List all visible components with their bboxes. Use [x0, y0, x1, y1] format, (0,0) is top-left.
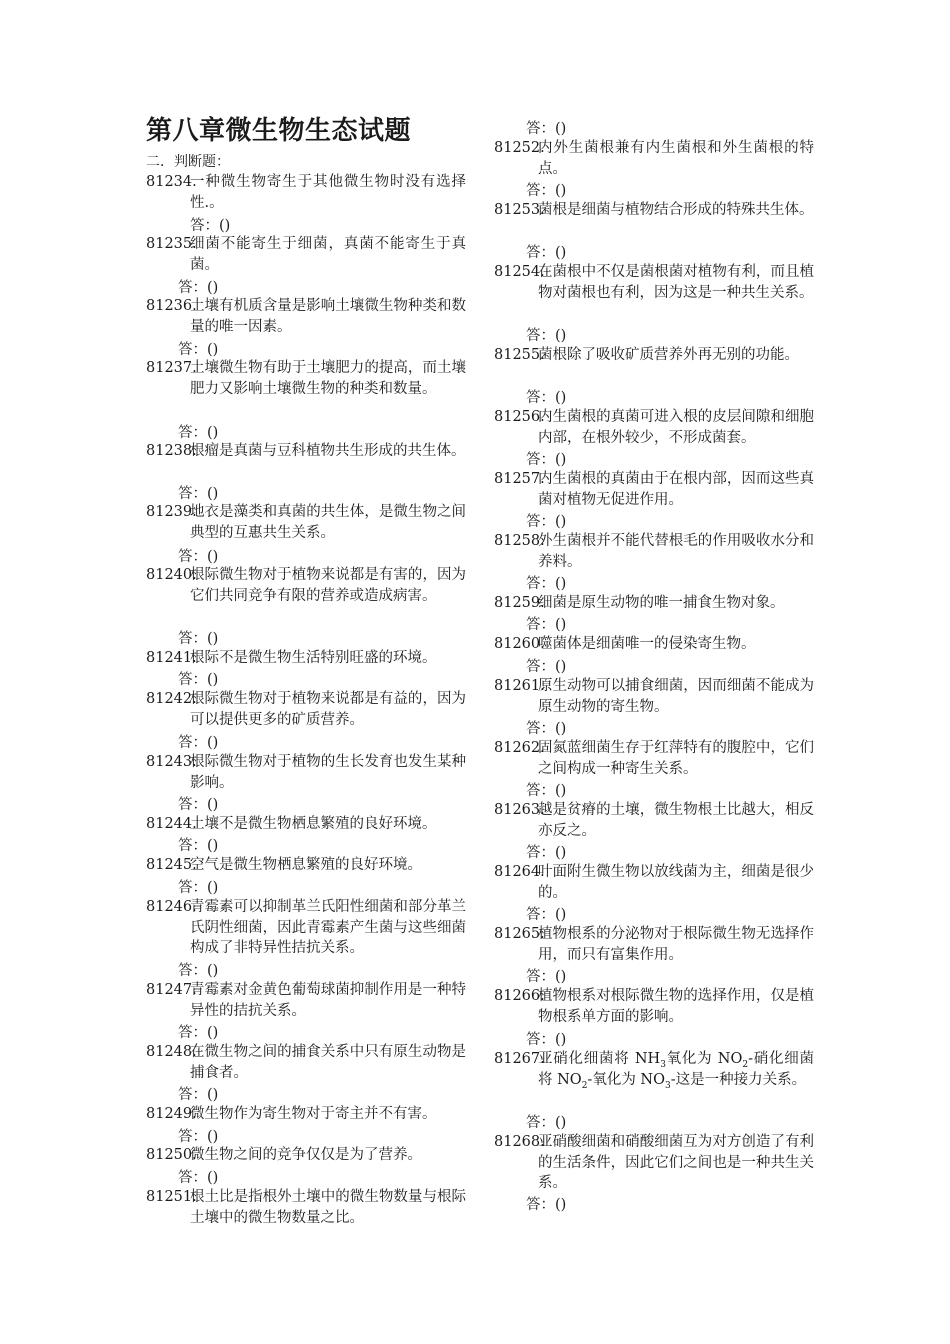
answer-label: 答：(): [526, 1032, 567, 1048]
question-text: 根瘤是真菌与豆科植物共生形成的共生体。: [190, 443, 466, 459]
question-text: 亚硝酸细菌和硝酸细菌互为对方创造了有利的生活条件，因此它们之间也是一种共生关系。: [538, 1134, 814, 1192]
question-number: 81256.: [494, 409, 545, 425]
question-number: 81244.: [146, 816, 197, 832]
question-text: 细菌不能寄生于细菌，真菌不能寄生于真菌。: [190, 236, 466, 273]
answer-label: 答：(): [178, 672, 219, 688]
question-text: 菌根除了吸收矿质营养外再无别的功能。: [538, 347, 799, 363]
question-number: 81254.: [494, 264, 545, 280]
question-number: 81243.: [146, 754, 197, 770]
question-item: [494, 862, 814, 903]
question-text: 土壤不是微生物栖息繁殖的良好环境。: [190, 816, 437, 832]
question-item: [146, 1042, 466, 1083]
question-text: 细菌是原生动物的唯一捕食生物对象。: [538, 595, 785, 611]
question-number: 81264.: [494, 864, 545, 880]
answer-label: 答：(): [190, 218, 231, 234]
answer-label: 答：(): [526, 183, 567, 199]
answer-label: 答：(): [178, 486, 219, 502]
answer-label: 答：(): [526, 328, 567, 344]
question-item: [146, 897, 466, 959]
question-text: 根际不是微生物生活特别旺盛的环境。: [190, 650, 437, 666]
answer-label: 答：(): [526, 121, 567, 137]
text-run: 亚硝化细菌将 NH: [538, 1051, 661, 1067]
question-item: [146, 502, 466, 543]
question-number: 81237.: [146, 360, 197, 376]
question-item: [494, 138, 814, 179]
text-run: 氧化为 NO: [665, 1051, 743, 1067]
question-item: [146, 648, 466, 669]
question-item: [494, 738, 814, 779]
question-text: 原生动物可以捕食细菌，因而细菌不能成为原生动物的寄生物。: [538, 678, 814, 715]
question-text: 土壤有机质含量是影响土壤微生物种类和数量的唯一因素。: [190, 298, 466, 335]
question-item: [494, 800, 814, 841]
answer-label: 答：(): [526, 452, 567, 468]
question-item: [494, 407, 814, 448]
question-number: 81268.: [494, 1134, 545, 1150]
answer-label: 答：(): [526, 245, 567, 261]
question-number: 81259.: [494, 595, 545, 611]
question-number: 81241.: [146, 650, 197, 666]
answer-label: 答：(): [178, 1170, 219, 1186]
question-item: [146, 441, 466, 462]
question-number: 81246.: [146, 899, 197, 915]
answer-label: 答：(): [178, 280, 219, 296]
answer-label: 答：(): [526, 969, 567, 985]
question-number: 81258.: [494, 533, 545, 549]
question-item: [494, 200, 814, 221]
question-number: 81249.: [146, 1106, 197, 1122]
question-item: [494, 1132, 814, 1194]
answer-label: 答：(): [526, 1115, 567, 1131]
question-text: 噬菌体是细菌唯一的侵染寄生物。: [538, 636, 756, 652]
question-number: 81253.: [494, 202, 545, 218]
question-text: 越是贫瘠的土壤，微生物根土比越大，相反亦反之。: [538, 802, 814, 839]
question-item: [494, 469, 814, 510]
question-item: [146, 234, 466, 275]
question-number: 81235.: [146, 236, 197, 252]
question-item: [146, 980, 466, 1021]
subscript: 3: [665, 1080, 671, 1091]
question-text: 在微生物之间的捕食关系中只有原生动物是捕食者。: [190, 1044, 466, 1081]
question-text: 内生菌根的真菌可进入根的皮层间隙和细胞内部，在根外较少，不形成菌套。: [538, 409, 814, 446]
answer-label: 答：(): [178, 963, 219, 979]
question-number: 81247.: [146, 982, 197, 998]
section-heading: 二．判断题：: [146, 154, 230, 170]
answer-label: 答：(): [178, 735, 219, 751]
question-number: 81238.: [146, 443, 197, 459]
answer-label: 答：(): [178, 1025, 219, 1041]
question-text: 一种微生物寄生于其他微生物时没有选择性.。: [190, 174, 466, 211]
question-number: 81261.: [494, 678, 545, 694]
question-item: [146, 689, 466, 730]
answer-label: 答：(): [178, 880, 219, 896]
answer-label: 答：(): [178, 631, 219, 647]
question-item: [494, 593, 814, 614]
question-number: 81257.: [494, 471, 545, 487]
question-number: 81250.: [146, 1147, 197, 1163]
answer-label: 答：(): [526, 1197, 567, 1213]
question-text: 根土比是指根外土壤中的微生物数量与根际土壤中的微生物数量之比。: [190, 1189, 466, 1226]
question-number: 81262.: [494, 740, 545, 756]
question-item: [146, 855, 466, 876]
answer-label: 答：(): [178, 549, 219, 565]
answer-label: 答：(): [526, 721, 567, 737]
question-item: [146, 358, 466, 399]
answer-label: 答：(): [178, 425, 219, 441]
question-number: 81265.: [494, 926, 545, 942]
question-item: [146, 1187, 466, 1228]
question-number: 81239.: [146, 504, 197, 520]
question-number: 81255.: [494, 347, 545, 363]
question-text: 植物根系的分泌物对于根际微生物无选择作用，而只有富集作用。: [538, 926, 814, 963]
question-item: [494, 676, 814, 717]
answer-label: 答：(): [178, 1129, 219, 1145]
answer-label: 答：(): [526, 659, 567, 675]
question-item: [494, 531, 814, 572]
question-item: [494, 986, 814, 1027]
question-item: [494, 262, 814, 303]
question-number: 81240.: [146, 567, 197, 583]
question-text: 根际微生物对于植物的生长发育也发生某种影响。: [190, 754, 466, 791]
question-item: [146, 752, 466, 793]
question-text: 根际微生物对于植物来说都是有害的，因为它们共同竞争有限的营养或造成病害。: [190, 567, 466, 604]
answer-label: 答：(): [178, 1087, 219, 1103]
question-number: 81267.: [494, 1051, 545, 1067]
question-number: 81245.: [146, 857, 197, 873]
question-number: 81236.: [146, 298, 197, 314]
question-number: 81248.: [146, 1044, 197, 1060]
answer-label: 答：(): [178, 797, 219, 813]
answer-label: 答：(): [526, 845, 567, 861]
question-text: 内生菌根的真菌由于在根内部，因而这些真菌对植物无促进作用。: [538, 471, 814, 508]
question-text: 青霉素对金黄色葡萄球菌抑制作用是一种特异性的拮抗关系。: [190, 982, 466, 1019]
question-number: 81252.: [494, 140, 545, 156]
answer-label: 答：(): [526, 514, 567, 530]
question-text: 青霉素可以抑制革兰氏阳性细菌和部分革兰氏阴性细菌，因此青霉素产生菌与这些细菌构成了非特异性拮抗关系。: [190, 899, 466, 957]
answer-label: 答：(): [526, 783, 567, 799]
question-item: [146, 814, 466, 835]
question-item: [146, 1145, 466, 1166]
subscript: 2: [742, 1059, 749, 1070]
question-number: 81234.: [146, 174, 197, 190]
question-item: [146, 1104, 466, 1125]
answer-label: 答：(): [178, 342, 219, 358]
text-run: -硝化细菌将 NO: [538, 1051, 814, 1088]
question-text: 根际微生物对于植物来说都是有益的，因为可以提供更多的矿质营养。: [190, 691, 466, 728]
question-number: 81263.: [494, 802, 545, 818]
question-text: 固氮蓝细菌生存于红萍特有的腹腔中，它们之间构成一种寄生关系。: [538, 740, 814, 777]
question-item: [146, 296, 466, 337]
question-text: 菌根是细菌与植物结合形成的特殊共生体。: [538, 202, 814, 218]
question-text: 内外生菌根兼有内生菌根和外生菌根的特点。: [538, 140, 814, 177]
question-item: [494, 634, 814, 655]
question-number: 81260.: [494, 636, 545, 652]
question-number: 81266.: [494, 988, 545, 1004]
answer-label: 答：(): [178, 838, 219, 854]
question-text: 在菌根中不仅是菌根菌对植物有利，而且植物对菌根也有利，因为这是一种共生关系。: [538, 264, 814, 301]
question-text: 微生物作为寄生物对于寄主并不有害。: [190, 1106, 437, 1122]
subscript: 3: [660, 1059, 666, 1070]
question-item: [494, 924, 814, 965]
question-number: 81251.: [146, 1189, 197, 1205]
question-text: [538, 1049, 814, 1090]
question-item: [146, 172, 466, 213]
subscript: 2: [581, 1080, 588, 1091]
answer-label: 答：(): [526, 390, 567, 406]
page-title: 第八章微生物生态试题: [146, 116, 412, 146]
question-text: 植物根系对根际微生物的选择作用，仅是植物根系单方面的影响。: [538, 988, 814, 1025]
answer-label: 答：(): [526, 617, 567, 633]
question-number: 81242.: [146, 691, 197, 707]
question-item: [494, 1049, 814, 1090]
answer-label: 答：(): [526, 576, 567, 592]
answer-label: 答：(): [526, 907, 567, 923]
question-text: 微生物之间的竞争仅仅是为了营养。: [190, 1147, 422, 1163]
question-text: 地衣是藻类和真菌的共生体，是微生物之间典型的互惠共生关系。: [190, 504, 466, 541]
question-text: 外生菌根并不能代替根毛的作用吸收水分和养料。: [538, 533, 814, 570]
text-run: -这是一种接力关系。: [670, 1071, 807, 1088]
question-text: 土壤微生物有助于土壤肥力的提高，而土壤肥力又影响土壤微生物的种类和数量。: [190, 360, 466, 397]
question-text: 空气是微生物栖息繁殖的良好环境。: [190, 857, 422, 873]
question-item: [494, 345, 814, 366]
question-text: 叶面附生微生物以放线菌为主，细菌是很少的。: [538, 864, 814, 901]
question-item: [146, 565, 466, 606]
text-run: -氧化为 NO: [587, 1071, 666, 1088]
